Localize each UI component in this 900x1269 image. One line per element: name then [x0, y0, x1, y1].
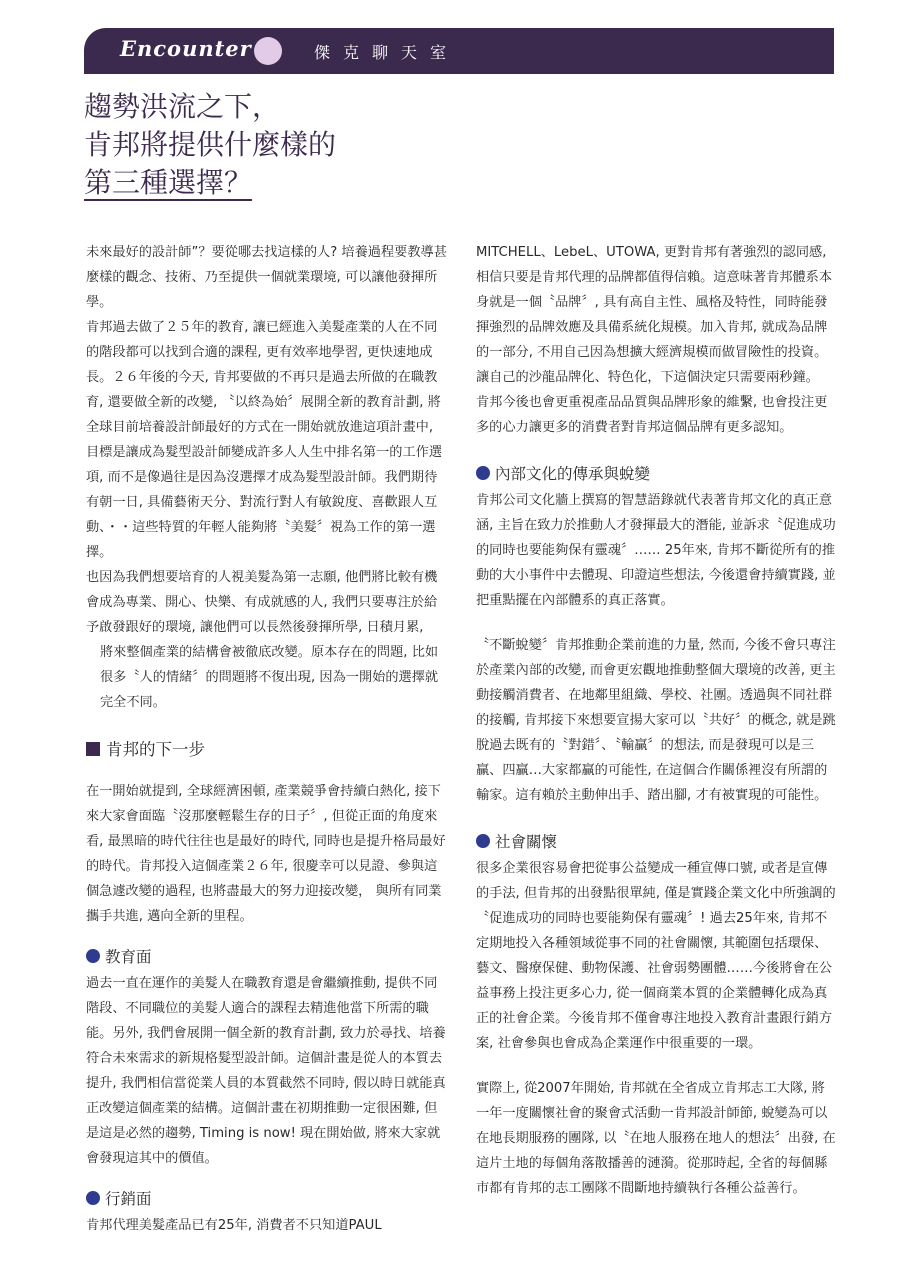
paragraph: 肯邦過去做了２５年的教育, 讓已經進入美髮產業的人在不同的階段都可以找到合適的課程, 更有效率地學習, 更快速地成長。２６年後的今天, 肯邦要做的不再只是過去所做的在職教育, 還要做全新的改變, 〝以終為始〞展開全新的教育計劃, 將全球目前培養設計師最好的方式在一開始就放進這項計畫中, 目標是讓成為髮型設計師變成許多人人生中排名第一的工作選項, 而不是像過往是因為沒選擇才成為髮型設計師。我們期待有朝一日, 具備藝術天分、對流行對人有敏銳度、喜歡跟人互動、・・這些特質的年輕人能夠將〝美髮〞視為工作的第一選擇。	[86, 320, 443, 560]
paragraph: 肯邦代理美髮產品已有25年, 消費者不只知道PAUL	[86, 1218, 382, 1233]
round-bullet-icon	[86, 1191, 100, 1205]
paragraph: 〝不斷蛻變〞肯邦推動企業前進的力量, 然而, 今後不會只專注於產業內部的改變, 而會更宏觀地推動整個大環境的改善, 更主動接觸消費者、在地鄰里組織、學校、社團。透過與不同社群的接觸, 肯邦接下來想要宣揚大家可以〝共好〞的概念, 就是跳脫過去既有的〝對錯〞、〝輸贏〞的想法, 而是發現可以是三贏、四贏…大家都贏的可能性, 在這個合作關係裡沒有所謂的輸家。這有賴於主動伸出手、踏出腳, 才有被實現的可能性。	[476, 638, 836, 803]
section-heading-text: 肯邦的下一步	[106, 740, 205, 759]
section-heading-text: 教育面	[105, 948, 152, 966]
section-heading-text: 社會關懷	[495, 833, 558, 851]
section-heading	[86, 735, 448, 765]
paragraph: 實際上, 從2007年開始, 肯邦就在全省成立肯邦志工大隊, 將一年一度關懷社會的聚會式活動一肯邦設計師節, 蛻變為可以在地長期服務的團隊, 以〝在地人服務在地人的想法〞出發, 在這片土地的每個角落散播善的漣漪。從那時起, 全省的每個縣市都有肯邦的志工團隊不間斷地持續執行各種公益善行。	[476, 1081, 836, 1196]
paragraph: 肯邦今後也會更重視產品品質與品牌形象的維繫, 也會投注更多的心力讓更多的消費者對肯邦這個品牌有更多認知。	[476, 395, 828, 435]
right-column	[476, 240, 838, 1201]
header-dot-icon	[254, 37, 282, 65]
magazine-name: Encounter	[120, 36, 252, 61]
section-heading	[476, 460, 838, 488]
paragraph: MITCHELL、LebeL、UTOWA, 更對肯邦有著強烈的認同感, 相信只要是肯邦代理的品牌都值得信賴。這意味著肯邦體系本身就是一個〝品牌〞, 具有高自主性、風格及特性，同時能發揮強烈的品牌效應及具備系統化規模。加入肯邦, 就成為品牌的一部分, 不用自己因為想擴大經濟規模而做冒險性的投資。讓自己的沙龍品牌化、特色化，下這個決定只需要兩秒鐘。	[476, 245, 833, 385]
paragraph: 很多企業很容易會把從事公益變成一種宣傳口號, 或者是宣傳的手法, 但肯邦的出發點很單純, 僅是實踐企業文化中所強調的〝促進成功的同時也要能夠保有靈魂〞! 過去25年來, 肯邦不定期地投入各種領域從事不同的社會關懷, 其範圍包括環保、藝文、醫療保健、動物保護、社會弱勢團體……今後將會在公益事務上投注更多心力, 從一個商業本質的企業體轉化成為真正的社會企業。今後肯邦不僅會專注地投入教育計畫跟行銷方案, 社會參與也會成為企業運作中很重要的一環。	[476, 861, 836, 1051]
paragraph: 肯邦公司文化牆上撰寫的智慧語錄就代表著肯邦文化的真正意涵, 主旨在致力於推動人才發揮最大的潛能, 並訴求〝促進成功的同時也要能夠保有靈魂〞…… 25年來, 肯邦不斷從所有的推動的大小事件中去體現、印證這些想法, 今後還會持續實踐, 並把重點擺在內部體系的真正落實。	[476, 493, 836, 608]
section-heading	[86, 1185, 448, 1213]
article-title	[84, 88, 336, 202]
title-line: 趨勢洪流之下，	[84, 90, 281, 123]
section-heading-text: 內部文化的傳承與蛻變	[495, 465, 651, 483]
title-line: 第三種選擇？	[84, 166, 253, 199]
paragraph: 將來整個產業的結構會被徹底改變。原本存在的問題, 比如很多〝人的情緒〞的問題將不復出現, 因為一開始的選擇就完全不同。	[100, 645, 439, 710]
section-heading	[86, 943, 448, 971]
header-banner	[84, 28, 834, 74]
left-column	[86, 240, 448, 1238]
round-bullet-icon	[476, 834, 490, 848]
paragraph: 在一開始就提到, 全球經濟困頓, 產業競爭會持續白熱化, 接下來大家會面臨〝沒那麼輕鬆生存的日子〞, 但從正面的角度來看, 最黑暗的時代往往也是最好的時代, 同時也是提升格局最好的時代。肯邦投入這個產業２６年, 很慶幸可以見證、參與這個急遽改變的過程, 也將盡最大的努力迎接改變， 與所有同業攜手共進, 邁向全新的里程。	[86, 784, 446, 924]
round-bullet-icon	[476, 466, 490, 480]
paragraph: 過去一直在運作的美髮人在職教育還是會繼續推動, 提供不同階段、不同職位的美髮人適合的課程去精進他當下所需的職能。另外, 我們會展開一個全新的教育計劃, 致力於尋找、培養符合未來需求的新規格髮型設計師。這個計畫是從人的本質去提升, 我們相信當從業人員的本質截然不同時, 假以時日就能真正改變這個產業的結構。這個計畫在初期推動一定很困難, 但是這是必然的趨勢, Timing is now! 現在開始做, 將來大家就會發現這其中的價值。	[86, 976, 446, 1166]
title-line: 肯邦將提供什麼樣的	[84, 128, 337, 161]
paragraph: 未來最好的設計師”？要從哪去找這樣的人? 培養過程要教導甚麼樣的觀念、技術、乃至提供一個就業環境, 可以讓他發揮所學。	[86, 245, 447, 310]
square-bullet-icon	[86, 742, 100, 756]
column-name: 傑克聊天室	[314, 43, 460, 62]
section-heading-text: 行銷面	[105, 1190, 152, 1208]
paragraph: 也因為我們想要培育的人視美髮為第一志願, 他們將比較有機會成為專業、開心、快樂、有成就感的人, 我們只要專注於給予啟發跟好的環境, 讓他們可以長然後發揮所學, 日積月累,	[86, 570, 438, 635]
round-bullet-icon	[86, 949, 100, 963]
section-heading	[476, 828, 838, 856]
